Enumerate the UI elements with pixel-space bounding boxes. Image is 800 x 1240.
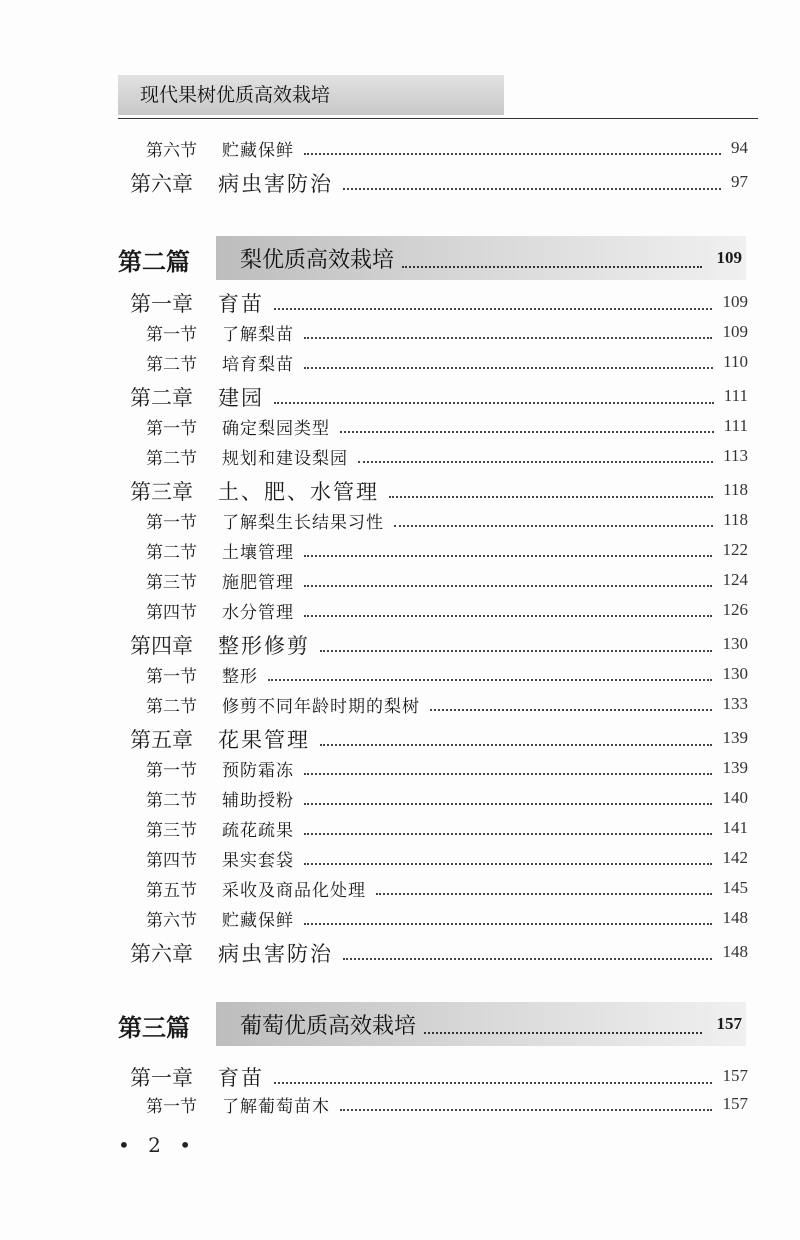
section-label: 第六节 bbox=[146, 911, 197, 931]
section-label: 第四节 bbox=[146, 603, 197, 623]
chapter-title: 花果管理 bbox=[218, 728, 310, 752]
dot-leader bbox=[304, 153, 721, 155]
dot-leader bbox=[358, 461, 713, 463]
dot-leader bbox=[304, 923, 713, 925]
chapter-title: 病虫害防治 bbox=[218, 942, 333, 966]
section-label: 第二节 bbox=[146, 449, 197, 469]
page-number: 111 bbox=[723, 416, 748, 435]
page-number: 97 bbox=[731, 172, 748, 191]
section-label: 第一节 bbox=[146, 419, 197, 439]
toc-part-row bbox=[0, 1002, 800, 1046]
toc-section-row bbox=[0, 786, 800, 816]
section-label: 第一节 bbox=[146, 513, 197, 533]
section-title: 整形 bbox=[222, 667, 258, 687]
toc-chapter-row bbox=[0, 630, 800, 660]
toc-section-row bbox=[0, 350, 800, 380]
header-rule bbox=[118, 118, 758, 119]
section-title: 预防霜冻 bbox=[222, 761, 294, 781]
section-title: 培育梨苗 bbox=[222, 355, 294, 375]
page-number: 124 bbox=[722, 570, 748, 589]
dot-leader bbox=[389, 496, 713, 498]
section-title: 施肥管理 bbox=[222, 573, 294, 593]
section-title: 了解梨苗 bbox=[222, 325, 294, 345]
page-number: 109 bbox=[722, 322, 748, 341]
section-label: 第二节 bbox=[146, 543, 197, 563]
dot-leader bbox=[320, 650, 713, 652]
page-number: 109 bbox=[722, 292, 748, 311]
dot-leader bbox=[274, 402, 714, 404]
page-number: 157 bbox=[722, 1094, 748, 1113]
toc-section-row bbox=[0, 756, 800, 786]
section-title: 疏花疏果 bbox=[222, 821, 294, 841]
section-title: 贮藏保鲜 bbox=[222, 141, 294, 161]
dot-leader bbox=[274, 308, 713, 310]
page-number: 133 bbox=[722, 694, 748, 713]
section-label: 第一节 bbox=[146, 325, 197, 345]
toc-chapter-row bbox=[0, 288, 800, 318]
section-label: 第二节 bbox=[146, 697, 197, 717]
section-title: 修剪不同年龄时期的梨树 bbox=[222, 697, 420, 717]
part-label: 第二篇 bbox=[118, 248, 190, 276]
toc-section-row bbox=[0, 598, 800, 628]
toc-section-row bbox=[0, 538, 800, 568]
toc-section-row bbox=[0, 876, 800, 906]
section-title: 贮藏保鲜 bbox=[222, 911, 294, 931]
toc-section-row bbox=[0, 906, 800, 936]
page-number: 109 bbox=[716, 248, 742, 267]
chapter-title: 育苗 bbox=[218, 292, 264, 316]
dot-leader bbox=[343, 188, 721, 190]
section-title: 规划和建设梨园 bbox=[222, 449, 348, 469]
toc-section-row bbox=[0, 320, 800, 350]
dot-leader bbox=[304, 863, 713, 865]
toc-chapter-row bbox=[0, 938, 800, 968]
section-label: 第三节 bbox=[146, 821, 197, 841]
toc-section-row bbox=[0, 444, 800, 474]
page-number: 94 bbox=[731, 138, 748, 157]
section-title: 土壤管理 bbox=[222, 543, 294, 563]
toc-section-row bbox=[0, 692, 800, 722]
page-number: 118 bbox=[723, 480, 748, 499]
chapter-label: 第一章 bbox=[130, 1066, 193, 1090]
toc-section-row bbox=[0, 414, 800, 444]
dot-leader bbox=[340, 1109, 713, 1111]
chapter-label: 第一章 bbox=[130, 292, 193, 316]
page-number: 139 bbox=[722, 728, 748, 747]
chapter-label: 第四章 bbox=[130, 634, 193, 658]
dot-leader bbox=[304, 555, 713, 557]
chapter-title: 建园 bbox=[218, 386, 264, 410]
toc-section-row bbox=[0, 816, 800, 846]
toc-part-row bbox=[0, 236, 800, 280]
page-number: 118 bbox=[723, 510, 748, 529]
toc-chapter-row bbox=[0, 168, 800, 198]
dot-leader bbox=[274, 1082, 713, 1084]
dot-leader bbox=[343, 958, 713, 960]
dot-leader bbox=[402, 266, 702, 268]
part-title: 葡萄优质高效栽培 bbox=[240, 1014, 417, 1039]
page-number: 130 bbox=[722, 664, 748, 683]
page-folio: • 2 • bbox=[118, 1133, 198, 1157]
page-number: 111 bbox=[723, 386, 748, 405]
page-number: 139 bbox=[722, 758, 748, 777]
toc-section-row bbox=[0, 508, 800, 538]
dot-leader bbox=[304, 585, 713, 587]
dot-leader bbox=[304, 367, 713, 369]
chapter-label: 第六章 bbox=[130, 942, 193, 966]
chapter-title: 病虫害防治 bbox=[218, 172, 333, 196]
chapter-label: 第三章 bbox=[130, 480, 193, 504]
page-number: 148 bbox=[722, 908, 748, 927]
chapter-title: 育苗 bbox=[218, 1066, 264, 1090]
section-label: 第一节 bbox=[146, 667, 197, 687]
section-title: 果实套袋 bbox=[222, 851, 294, 871]
page-number: 113 bbox=[723, 446, 748, 465]
section-title: 辅助授粉 bbox=[222, 791, 294, 811]
section-title: 采收及商品化处理 bbox=[222, 881, 366, 901]
dot-leader bbox=[304, 615, 713, 617]
section-label: 第六节 bbox=[146, 141, 197, 161]
page-number: 145 bbox=[722, 878, 748, 897]
page-number: 157 bbox=[716, 1014, 742, 1033]
section-label: 第三节 bbox=[146, 573, 197, 593]
page-number: 126 bbox=[722, 600, 748, 619]
toc-section-row bbox=[0, 662, 800, 692]
dot-leader bbox=[340, 431, 714, 433]
dot-leader bbox=[430, 709, 713, 711]
toc-chapter-row bbox=[0, 476, 800, 506]
section-label: 第二节 bbox=[146, 791, 197, 811]
section-label: 第五节 bbox=[146, 881, 197, 901]
part-label: 第三篇 bbox=[118, 1014, 190, 1042]
page-number: 122 bbox=[722, 540, 748, 559]
section-label: 第二节 bbox=[146, 355, 197, 375]
toc-chapter-row bbox=[0, 724, 800, 754]
section-title: 了解葡萄苗木 bbox=[222, 1097, 330, 1117]
toc-section-row bbox=[0, 846, 800, 876]
chapter-title: 土、肥、水管理 bbox=[218, 480, 379, 504]
page-number: 130 bbox=[722, 634, 748, 653]
dot-leader bbox=[394, 525, 713, 527]
chapter-label: 第六章 bbox=[130, 172, 193, 196]
section-title: 了解梨生长结果习性 bbox=[222, 513, 384, 533]
toc-chapter-row bbox=[0, 382, 800, 412]
chapter-label: 第二章 bbox=[130, 386, 193, 410]
page-number: 140 bbox=[722, 788, 748, 807]
running-header: 现代果树优质高效栽培 bbox=[118, 75, 504, 115]
toc-section-row bbox=[0, 568, 800, 598]
dot-leader bbox=[304, 337, 713, 339]
chapter-label: 第五章 bbox=[130, 728, 193, 752]
dot-leader bbox=[304, 833, 713, 835]
toc-chapter-row bbox=[0, 1062, 800, 1092]
chapter-title: 整形修剪 bbox=[218, 634, 310, 658]
part-title: 梨优质高效栽培 bbox=[240, 248, 395, 273]
section-label: 第一节 bbox=[146, 1097, 197, 1117]
dot-leader bbox=[304, 803, 713, 805]
page-number: 142 bbox=[722, 848, 748, 867]
page-number: 148 bbox=[722, 942, 748, 961]
section-label: 第一节 bbox=[146, 761, 197, 781]
dot-leader bbox=[304, 773, 713, 775]
dot-leader bbox=[268, 679, 713, 681]
page-number: 157 bbox=[722, 1066, 748, 1085]
toc-section-row bbox=[0, 1092, 800, 1122]
section-title: 水分管理 bbox=[222, 603, 294, 623]
page-number: 141 bbox=[722, 818, 748, 837]
toc-section-row bbox=[0, 136, 800, 166]
section-label: 第四节 bbox=[146, 851, 197, 871]
page-number: 110 bbox=[723, 352, 748, 371]
dot-leader bbox=[424, 1032, 702, 1034]
section-title: 确定梨园类型 bbox=[222, 419, 330, 439]
dot-leader bbox=[320, 744, 713, 746]
dot-leader bbox=[376, 893, 713, 895]
